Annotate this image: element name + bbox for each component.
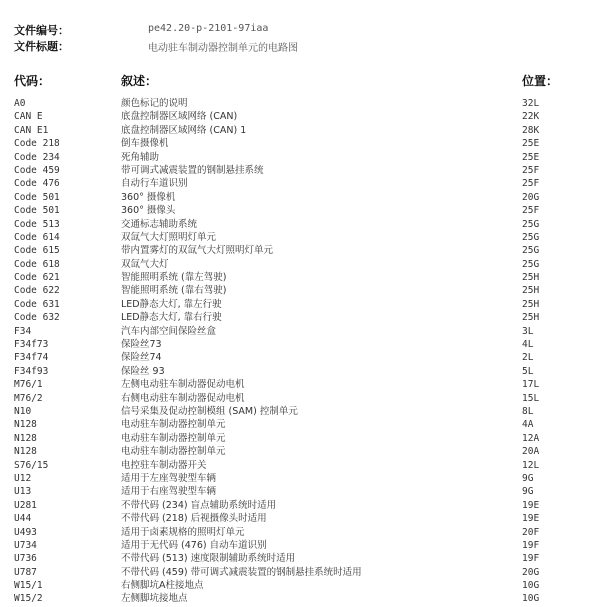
- component-description: 360° 摄像头: [121, 205, 176, 217]
- doc-title-value: 电动驻车制动器控制单元的电路图: [148, 43, 298, 54]
- component-code: Code 501: [14, 205, 60, 217]
- component-code: CAN E1: [14, 124, 49, 136]
- component-code: U493: [14, 526, 37, 538]
- component-description: 不带代码 (218) 后视摄像头时适用: [121, 513, 267, 525]
- component-code: Code 476: [14, 178, 60, 190]
- component-description: 左侧电动驻车制动器促动电机: [121, 379, 245, 391]
- column-header-code: 代码：: [14, 74, 51, 88]
- component-description: 智能照明系统 (靠右驾驶): [121, 285, 227, 297]
- component-position: 22K: [522, 111, 540, 123]
- table-row: [0, 97, 604, 110]
- component-description: 适用于无代码 (476) 自动车道识别: [121, 539, 267, 551]
- component-position: 9G: [522, 472, 534, 484]
- component-position: 15L: [522, 392, 540, 404]
- component-description: 左侧脚坑接地点: [121, 593, 188, 605]
- component-position: 25H: [522, 298, 540, 310]
- component-code: Code 621: [14, 272, 60, 284]
- component-code: U281: [14, 499, 37, 511]
- component-position: 10G: [522, 580, 540, 592]
- component-description: 电动驻车制动器控制单元: [121, 446, 226, 458]
- component-position: 4L: [522, 339, 534, 351]
- component-code: N128: [14, 432, 37, 444]
- component-position: 19E: [522, 499, 540, 511]
- component-code: F34: [14, 325, 32, 337]
- component-code: F34f73: [14, 339, 49, 351]
- component-code: U736: [14, 553, 37, 565]
- doc-number-label: 文件编号：: [14, 24, 69, 37]
- table-row: [0, 592, 604, 605]
- doc-title-label: 文件标题：: [14, 40, 69, 53]
- component-position: 20G: [522, 191, 540, 203]
- table-row: [0, 151, 604, 164]
- table-row: [0, 298, 604, 311]
- component-position: 25F: [522, 178, 540, 190]
- component-code: Code 614: [14, 231, 60, 243]
- table-row: [0, 124, 604, 137]
- component-code: CAN E: [14, 111, 43, 123]
- component-description: 带可调式减震装置的钢制悬挂系统: [121, 164, 264, 176]
- component-position: 20A: [522, 446, 540, 458]
- component-position: 12A: [522, 432, 540, 444]
- table-row: [0, 110, 604, 123]
- column-header-position: 位置：: [522, 74, 559, 88]
- component-code: Code 618: [14, 258, 60, 270]
- component-position: 3L: [522, 325, 534, 337]
- table-row: [0, 378, 604, 391]
- component-code: N128: [14, 419, 37, 431]
- table-row: [0, 392, 604, 405]
- component-code: Code 513: [14, 218, 60, 230]
- component-position: 25G: [522, 218, 540, 230]
- table-row: [0, 566, 604, 579]
- component-code: Code 234: [14, 151, 60, 163]
- component-position: 25F: [522, 205, 540, 217]
- table-row: [0, 485, 604, 498]
- component-position: 32L: [522, 98, 540, 109]
- table-row: [0, 137, 604, 150]
- table-row: [0, 445, 604, 458]
- component-description: 带内置雾灯的双氙气大灯照明灯单元: [121, 245, 274, 257]
- component-position: 25F: [522, 164, 540, 176]
- column-header-description: 叙述：: [121, 74, 158, 88]
- doc-number-value: pe42.20-p-2101-97iaa: [148, 23, 269, 34]
- component-description: 电动驻车制动器控制单元: [121, 432, 226, 444]
- component-code: Code 459: [14, 164, 60, 176]
- table-row: [0, 459, 604, 472]
- component-code: Code 622: [14, 285, 60, 297]
- component-code: M76/2: [14, 392, 43, 404]
- component-code: U787: [14, 566, 37, 578]
- table-row: [0, 177, 604, 190]
- component-position: 20G: [522, 566, 540, 578]
- component-position: 8L: [522, 405, 534, 417]
- component-position: 2L: [522, 352, 534, 364]
- component-code: W15/2: [14, 593, 43, 605]
- component-description: 不带代码 (513) 速度限制辅助系统时适用: [121, 553, 296, 565]
- table-row: [0, 512, 604, 525]
- component-position: 25H: [522, 285, 540, 297]
- table-row: [0, 499, 604, 512]
- component-description: LED静态大灯, 靠左行驶: [121, 298, 222, 310]
- table-row: [0, 244, 604, 257]
- component-position: 20F: [522, 526, 540, 538]
- component-description: 死角辅助: [121, 151, 160, 163]
- component-position: 9G: [522, 486, 534, 498]
- component-position: 25H: [522, 312, 540, 324]
- component-description: 信号采集及促动控制模组 (SAM) 控制单元: [121, 405, 298, 417]
- component-description: 交通标志辅助系统: [121, 218, 198, 230]
- component-description: 智能照明系统 (靠左驾驶): [121, 272, 227, 284]
- component-position: 17L: [522, 379, 540, 391]
- component-description: 双氙气大灯照明灯单元: [121, 231, 217, 243]
- component-code: F34f74: [14, 352, 49, 364]
- table-row: [0, 311, 604, 324]
- component-description: 底盘控制器区域网络 (CAN): [121, 111, 238, 123]
- component-code: N128: [14, 446, 37, 458]
- table-row: [0, 552, 604, 565]
- table-row: [0, 204, 604, 217]
- table-row: [0, 284, 604, 297]
- component-code: U44: [14, 513, 32, 525]
- component-position: 19E: [522, 513, 540, 525]
- component-code: Code 501: [14, 191, 60, 203]
- table-row: [0, 271, 604, 284]
- component-code: Code 631: [14, 298, 60, 310]
- component-description: 电控驻车制动器开关: [121, 459, 207, 471]
- table-row: [0, 325, 604, 338]
- component-code: A0: [14, 98, 26, 109]
- table-row: [0, 218, 604, 231]
- table-row: [0, 365, 604, 378]
- component-description: 汽车内部空间保险丝盒: [121, 325, 217, 337]
- component-description: 360° 摄像机: [121, 191, 176, 203]
- component-description: 保险丝73: [121, 339, 162, 351]
- component-description: 保险丝74: [121, 352, 162, 364]
- component-position: 25G: [522, 258, 540, 270]
- component-description: 右侧电动驻车制动器促动电机: [121, 392, 245, 404]
- table-row: [0, 164, 604, 177]
- component-position: 19F: [522, 553, 540, 565]
- component-description: 右侧脚坑A柱接地点: [121, 580, 204, 592]
- table-row: [0, 432, 604, 445]
- component-code: U12: [14, 472, 32, 484]
- component-description: 自动行车道识别: [121, 178, 188, 190]
- component-description: 适用于右座驾驶型车辆: [121, 486, 217, 498]
- component-code: S76/15: [14, 459, 49, 471]
- component-code: F34f93: [14, 365, 49, 377]
- component-position: 19F: [522, 539, 540, 551]
- component-description: LED静态大灯, 靠右行驶: [121, 312, 222, 324]
- table-row: [0, 191, 604, 204]
- table-row: [0, 539, 604, 552]
- component-position: 25E: [522, 151, 540, 163]
- component-description: 适用于卤素规格的照明灯单元: [121, 526, 245, 538]
- component-position: 4A: [522, 419, 534, 431]
- table-row: [0, 418, 604, 431]
- table-row: [0, 231, 604, 244]
- component-code: Code 632: [14, 312, 60, 324]
- component-description: 不带代码 (234) 盲点辅助系统时适用: [121, 499, 277, 511]
- table-row: [0, 579, 604, 592]
- component-code: Code 615: [14, 245, 60, 257]
- component-code: Code 218: [14, 138, 60, 150]
- table-row: [0, 338, 604, 351]
- table-row: [0, 405, 604, 418]
- component-code: U734: [14, 539, 37, 551]
- component-code: U13: [14, 486, 32, 498]
- component-description: 底盘控制器区域网络 (CAN) 1: [121, 124, 247, 136]
- component-position: 25H: [522, 272, 540, 284]
- component-description: 不带代码 (459) 带可调式减震装置的钢制悬挂系统时适用: [121, 566, 362, 578]
- legend-table: [0, 97, 604, 606]
- table-row: [0, 351, 604, 364]
- component-position: 10G: [522, 593, 540, 605]
- component-position: 25G: [522, 231, 540, 243]
- table-row: [0, 258, 604, 271]
- table-row: [0, 472, 604, 485]
- component-description: 双氙气大灯: [121, 258, 169, 270]
- component-description: 电动驻车制动器控制单元: [121, 419, 226, 431]
- component-code: M76/1: [14, 379, 43, 391]
- component-description: 适用于左座驾驶型车辆: [121, 472, 217, 484]
- component-position: 25G: [522, 245, 540, 257]
- component-description: 倒车摄像机: [121, 138, 169, 150]
- component-position: 28K: [522, 124, 540, 136]
- component-code: N10: [14, 405, 32, 417]
- component-description: 颜色标记的说明: [121, 98, 188, 109]
- component-description: 保险丝 93: [121, 365, 165, 377]
- component-position: 5L: [522, 365, 534, 377]
- component-position: 12L: [522, 459, 540, 471]
- component-position: 25E: [522, 138, 540, 150]
- component-code: W15/1: [14, 580, 43, 592]
- table-row: [0, 526, 604, 539]
